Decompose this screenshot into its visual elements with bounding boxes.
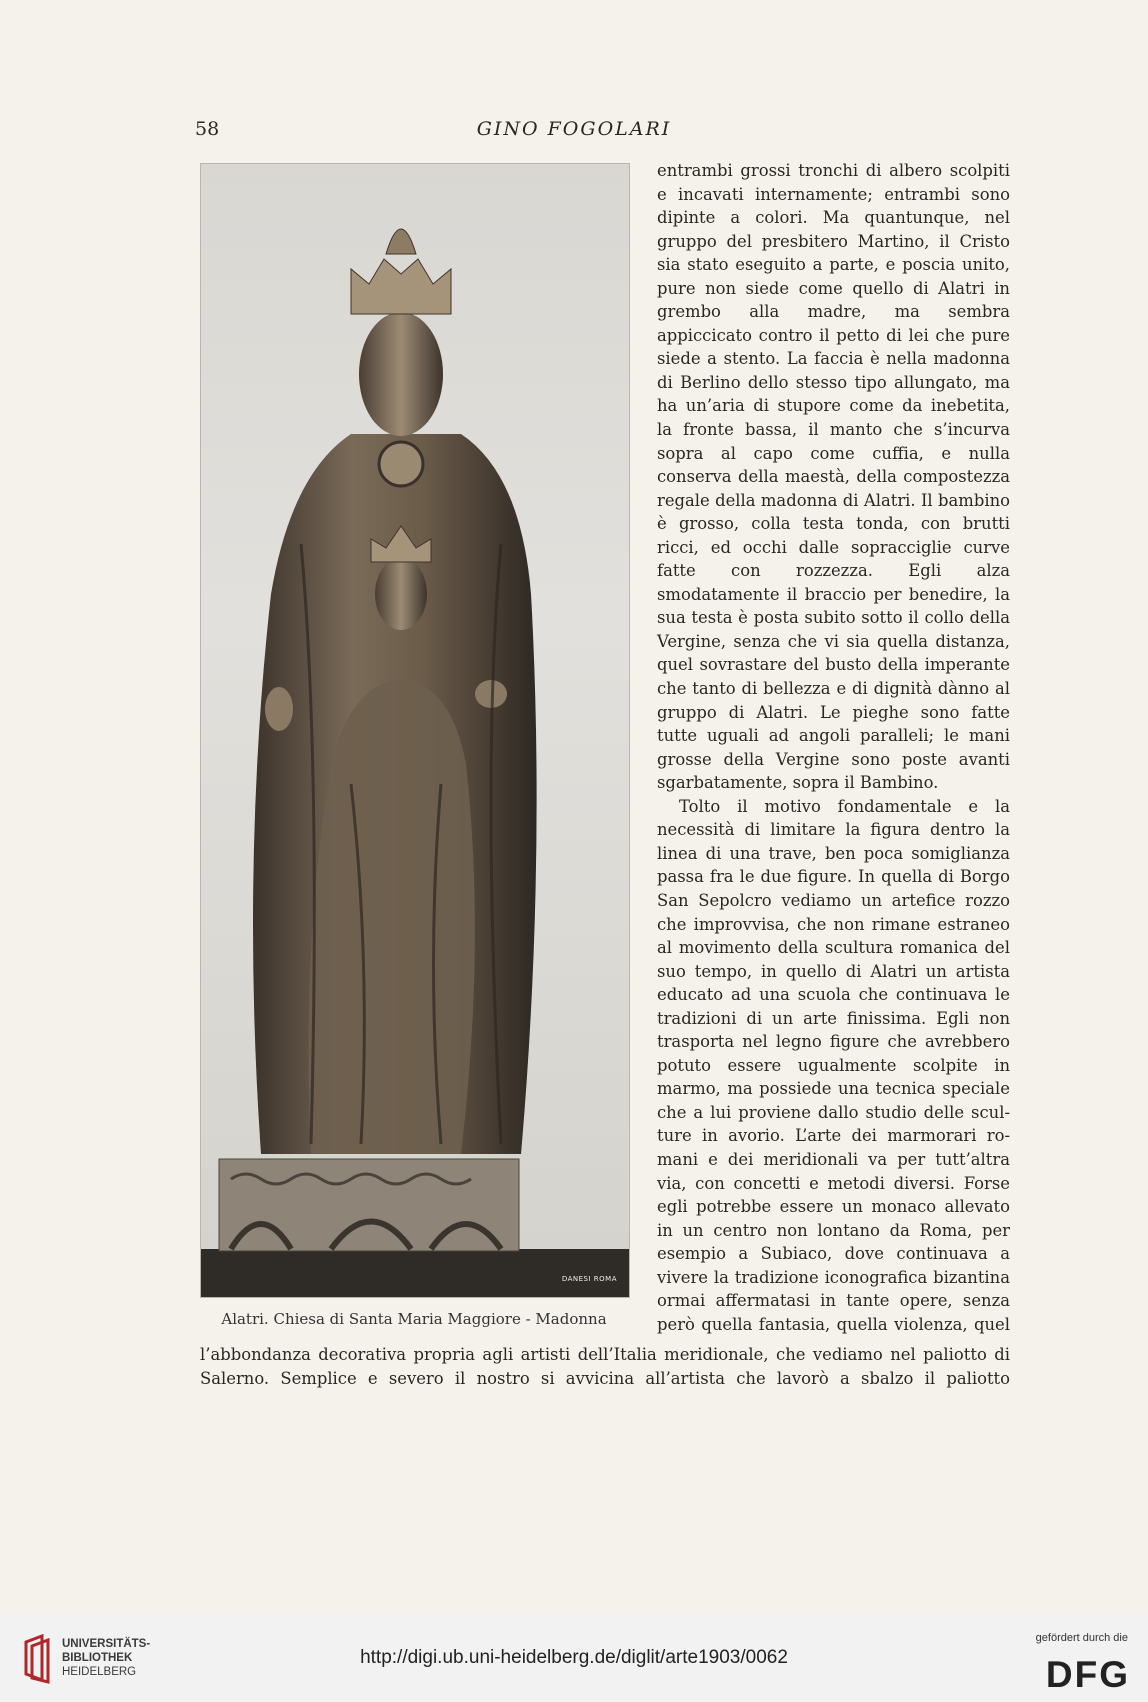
source-url-link[interactable]: http://digi.ub.uni-heidelberg.de/diglit/arte1903/0062 [360,1647,788,1668]
madonna-statue-image [201,164,629,1297]
paragraph-1: entrambi grossi tronchi di albero scolpiti e incavati internamente; entrambi sono dipinte a colori. Ma quantunque, nel gruppo del presbitero Martino, il Cristo sia stato eseguito a parte, e poscia unito, pure non siede come quello di Alatri in grembo alla madre, ma sembra appiccicato contro il petto di lei che pure siede a stento. La faccia è nella madonna di Berlino dello stesso tipo allungato, ma ha un’aria di stupore come da inebetita, la fronte bassa, il manto che s’incurva sopra al capo come cuffia, e nulla conserva della maestà, della compostezza regale della madonna di Alatri. Il bambino è grosso, colla testa tonda, con brutti ricci, ed occhi dalle sopracciglie curve fatte con rozzezza. Egli alza smodatamente il braccio per benedire, la sua testa è posta subito sotto il collo della Vergine, senza che vi sia quella distanza, quel sovrastare del busto della imperante che tanto di bellezza e di dignità dànno al gruppo di Alatri. Le pieghe sono fatte tutte uguali ad angoli paralleli; le mani grosse della Vergine sono poste avanti sgarbatamente, sopra il Bambino. [657,161,1010,793]
dfg-logo: DFG [1045,1654,1130,1695]
full-width-text [200,1343,1010,1390]
paragraph-2: Tolto il motivo fondamentale e la necessità di limitare la figura dentro la linea di una trave, ben poca somiglianza passa fra le due figure. In quella di Borgo San Sepolcro vediamo un artefice rozzo che improvvisa, che non rimane estraneo al movimento della scultura romanica del suo tempo, in quello di Alatri un artista educato ad una scuola che continuava le tradizioni di un arte finissima. Egli non trasporta nel legno figure che avrebbero potuto essere ugualmente scolpite in marmo, ma possiede una tecnica speciale che a lui proviene dallo studio delle sculture in avorio. L’arte dei marmorari romani e dei meridionali va per tutt’altra via, con concetti e metodi diversi. Forse egli potrebbe essere un monaco allevato in un centro non lontano da Roma, per esempio a Subiaco, dove continuava a vivere la tradizione iconografica bizantina ormai affermatasi in tante opere, senza però quella fantasia, quella violenza, quel [657,796,1010,1334]
statue-photograph [200,163,630,1298]
library-name-line: HEIDELBERG [62,1666,137,1678]
paragraph-continuation: l’abbondanza decorativa propria agli artisti dell’Italia meridionale, che vediamo nel paliotto di Salerno. Semplice e severo il nostro si avvicina all’artista che lavorò a sbalzo il paliotto [200,1345,1010,1388]
library-name-line: UNIVERSITÄTS- [62,1638,151,1650]
digitization-footer [0,1614,1148,1702]
figure-caption: Alatri. Chiesa di Santa Maria Maggiore - Madonna [221,1310,607,1328]
funding-label: gefördert durch die [1035,1632,1128,1644]
running-head: GINO FOGOLARI [476,118,672,140]
page-number: 58 [195,118,220,140]
text-column [657,159,1010,1336]
library-name-line: BIBLIOTHEK [62,1652,133,1664]
photo-credit: DANESI ROMA [561,1275,617,1283]
